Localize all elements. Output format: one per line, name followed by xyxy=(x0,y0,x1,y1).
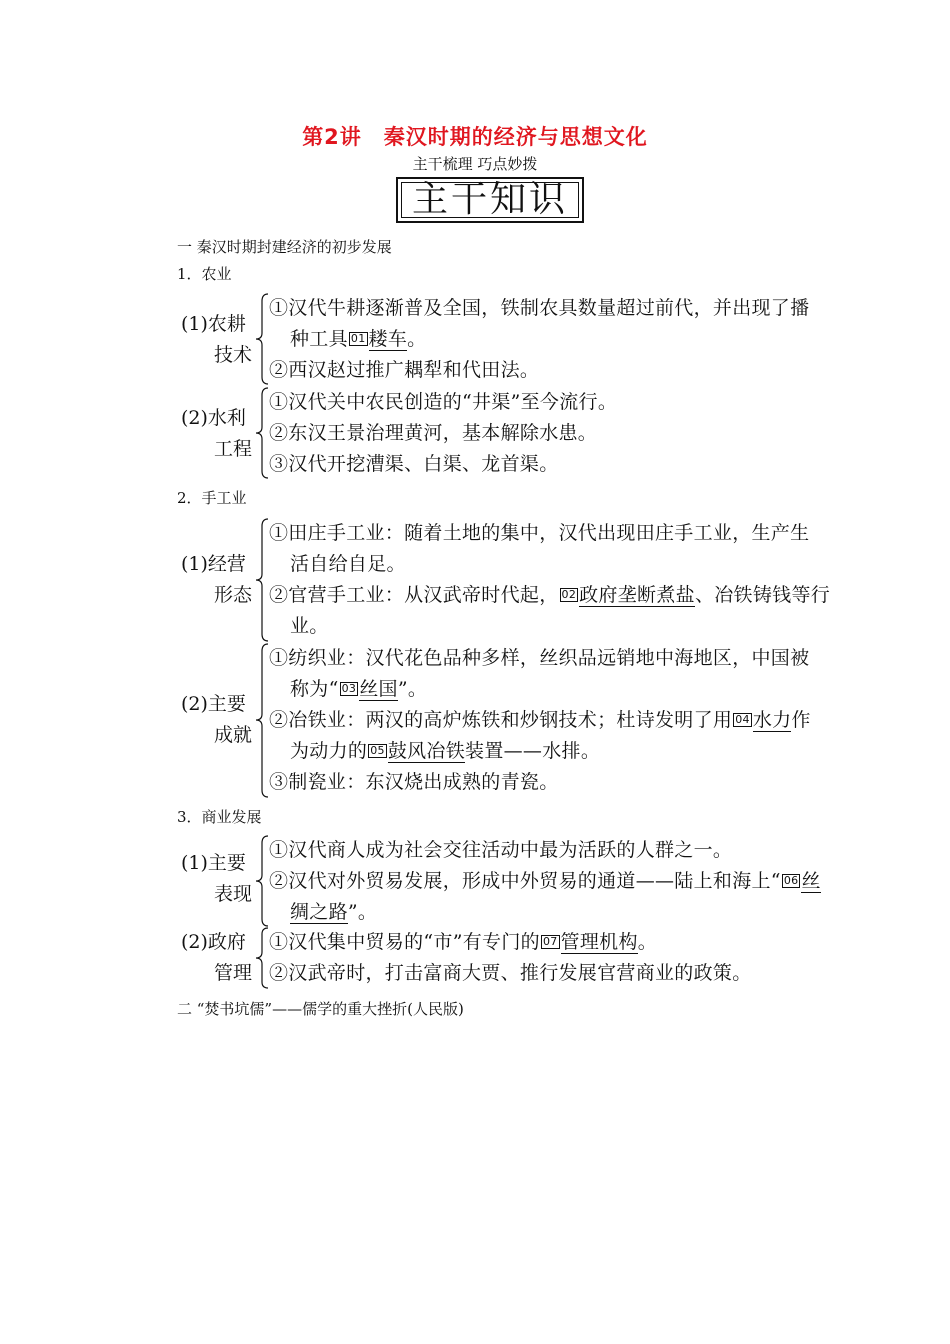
section-heading-2: 二 “焚书坑儒”——儒学的重大挫折(人民版) xyxy=(177,1000,464,1018)
label-forms-1: (1)经营 xyxy=(181,553,246,575)
performance-line-1: ①汉代商人成为社会交往活动中最为活跃的人群之一。 xyxy=(269,839,733,861)
brace-farming xyxy=(255,293,269,385)
achievements-line-2: 称为“ 03 丝国”。 xyxy=(290,678,428,700)
farming-line-1: ①汉代牛耕逐渐普及全国，铁制农具数量超过前代，并出现了播 xyxy=(269,297,810,319)
label-achievements-1: (2)主要 xyxy=(181,693,246,715)
answer-management-agency: 管理机构 xyxy=(560,931,638,953)
brace-management xyxy=(255,927,269,989)
heading-commerce: 3．商业发展 xyxy=(177,808,262,826)
farming-line-3: ②西汉赵过推广耦犁和代田法。 xyxy=(269,359,540,381)
answer-louche: 耧车 xyxy=(368,328,408,350)
farming-line-2: 种工具 01 耧车。 xyxy=(290,328,427,350)
forms-line-3: ②官营手工业：从汉武帝时代起， 02 政府垄断煮盐、冶铁铸钱等行 xyxy=(269,584,831,606)
water-line-1: ①汉代关中农民创造的“井渠”至今流行。 xyxy=(269,391,618,413)
label-farming-2: 技术 xyxy=(214,344,253,366)
label-management-2: 管理 xyxy=(214,962,253,984)
box-title-text: 主干知识 xyxy=(411,179,568,220)
blank-number-03: 03 xyxy=(341,682,357,695)
answer-salt-monopoly: 政府垄断煮盐 xyxy=(579,584,695,606)
brace-water xyxy=(255,387,269,479)
forms-line-2: 活自给自足。 xyxy=(290,553,406,575)
brace-performance xyxy=(255,835,269,927)
blank-number-01: 01 xyxy=(350,332,366,345)
blank-number-07: 07 xyxy=(542,935,558,948)
brace-achievements xyxy=(255,643,269,798)
answer-bellows: 鼓风冶铁 xyxy=(387,740,466,762)
heading-handicraft: 2．手工业 xyxy=(177,489,247,507)
page-subtitle: 主干梳理 巧点妙拨 xyxy=(412,155,538,173)
blank-number-06: 06 xyxy=(783,874,799,887)
blank-number-04: 04 xyxy=(735,713,750,726)
management-line-2: ②汉武帝时，打击富商大贾、推行发展官营商业的政策。 xyxy=(269,962,752,984)
achievements-line-4: 为动力的 05 鼓风冶铁装置——水排。 xyxy=(290,740,601,762)
label-water-1: (2)水利 xyxy=(181,407,246,429)
label-forms-2: 形态 xyxy=(214,584,253,606)
label-farming-1: (1)农耕 xyxy=(181,313,246,335)
achievements-line-3: ②冶铁业：两汉的高炉炼铁和炒钢技术；杜诗发明了用 04 水力作 xyxy=(269,709,811,731)
label-performance-1: (1)主要 xyxy=(181,852,246,874)
box-title-inner-border xyxy=(401,179,579,220)
page-title: 第2讲 秦汉时期的经济与思想文化 xyxy=(302,125,648,149)
answer-silk-road-2: 绸之路 xyxy=(290,901,348,923)
blank-number-05: 05 xyxy=(370,744,385,757)
achievements-line-5: ③制瓷业：东汉烧出成熟的青瓷。 xyxy=(269,771,559,793)
answer-silk-road-1: 丝 xyxy=(801,870,821,892)
label-performance-2: 表现 xyxy=(214,883,253,905)
answer-water-power: 水力 xyxy=(752,709,792,731)
brace-forms xyxy=(255,518,269,642)
forms-line-1: ①田庄手工业：随着土地的集中，汉代出现田庄手工业，生产生 xyxy=(269,522,810,544)
label-water-2: 工程 xyxy=(214,438,253,460)
answer-silk-country: 丝国 xyxy=(359,678,398,700)
achievements-line-1: ①纺织业：汉代花色品种多样，丝织品远销地中海地区，中国被 xyxy=(269,647,810,669)
heading-agriculture: 1．农业 xyxy=(177,265,232,283)
forms-line-4: 业。 xyxy=(290,615,329,637)
box-title xyxy=(396,177,584,223)
management-line-1: ①汉代集中贸易的“市”有专门的 07 管理机构。 xyxy=(269,931,658,953)
blank-number-02: 02 xyxy=(561,588,577,601)
section-heading-1: 一 秦汉时期封建经济的初步发展 xyxy=(177,238,392,256)
label-management-1: (2)政府 xyxy=(181,931,246,953)
water-line-2: ②东汉王景治理黄河，基本解除水患。 xyxy=(269,422,598,444)
performance-line-2: ②汉代对外贸易发展，形成中外贸易的通道——陆上和海上“ 06 丝 xyxy=(269,870,821,892)
water-line-3: ③汉代开挖漕渠、白渠、龙首渠。 xyxy=(269,453,559,475)
performance-line-3: 绸之路”。 xyxy=(290,901,378,923)
label-achievements-2: 成就 xyxy=(214,724,253,746)
